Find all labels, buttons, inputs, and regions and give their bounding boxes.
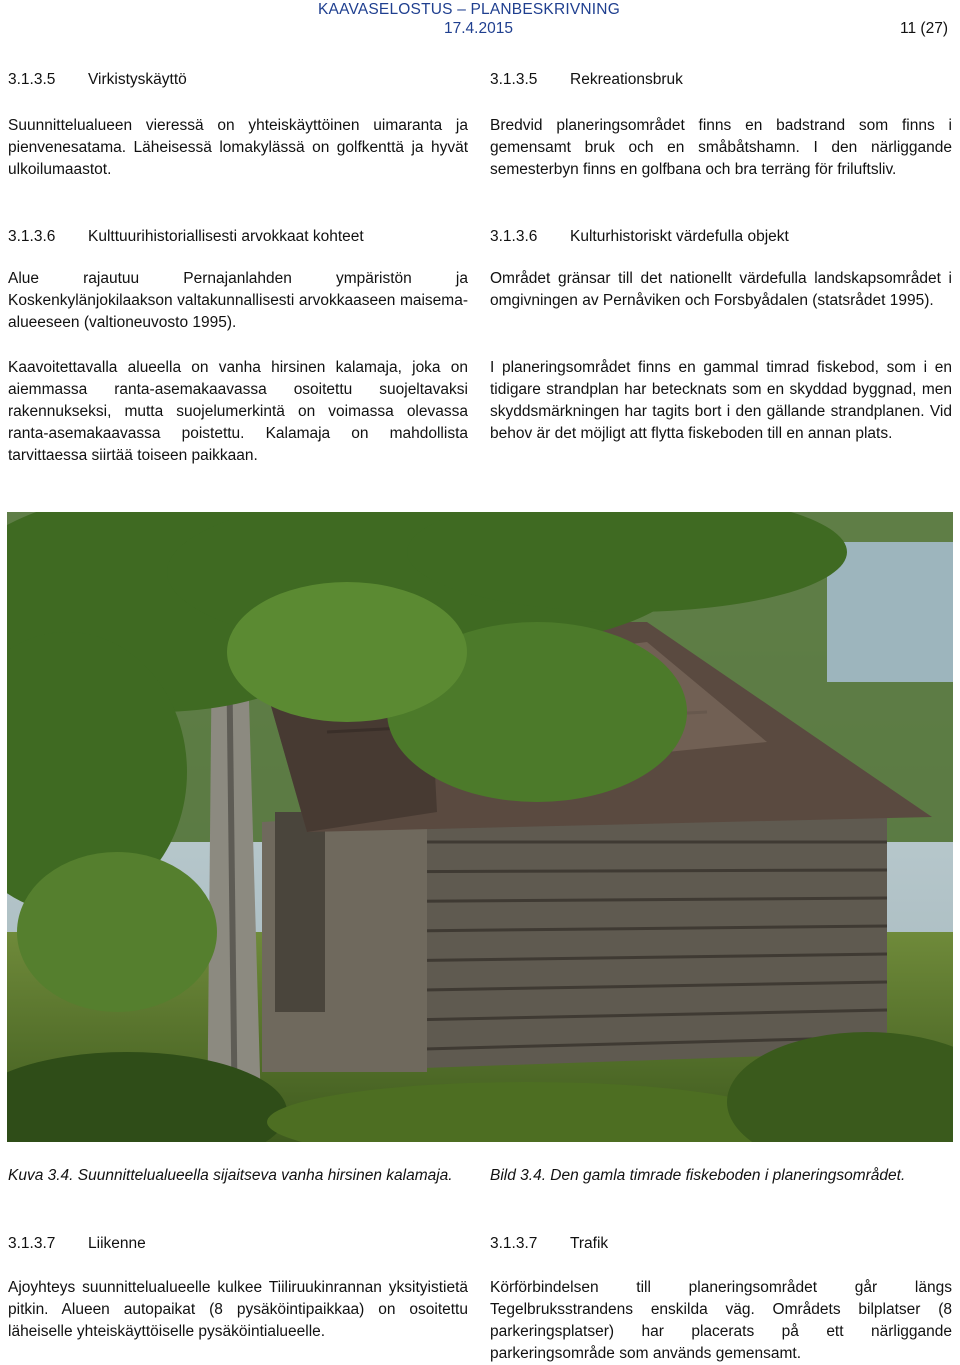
heading-virkistyskaytto: [8, 69, 187, 91]
paragraph-fiskebod: I planeringsområdet finns en gammal timrad fiskebod, som i en tidigare strandplan har betecknats som en skyddad byggnad, men skyddsmärkningen har tagits bort i den gällande strandplanen. Vid behov är det möjligt att flytta fiskeboden till en annan plats.: [490, 359, 952, 442]
heading-number: 3.1.3.7: [8, 1235, 56, 1252]
hut-door: [275, 812, 325, 1012]
figure-caption-fi: Kuva 3.4. Suunnittelualueella sijaitseva vanha hirsinen kalamaja.: [8, 1167, 453, 1184]
page-number: 11 (27): [900, 20, 948, 37]
heading-number: 3.1.3.5: [490, 71, 538, 88]
heading-text: Virkistyskäyttö: [88, 71, 187, 88]
heading-kulturhistoriskt: [490, 226, 789, 248]
heading-liikenne: [8, 1233, 146, 1255]
heading-number: 3.1.3.7: [490, 1235, 538, 1252]
heading-text: Trafik: [570, 1235, 609, 1252]
heading-text: Rekreationsbruk: [570, 71, 683, 88]
document-title: KAAVASELOSTUS – PLANBESKRIVNING: [318, 1, 620, 18]
heading-text: Kulttuurihistoriallisesti arvokkaat kohteet: [88, 228, 364, 245]
heading-trafik: [490, 1233, 608, 1255]
heading-number: 3.1.3.6: [8, 228, 56, 245]
heading-number: 3.1.3.5: [8, 71, 56, 88]
heading-kulttuurihistoria: [8, 226, 364, 248]
heading-rekreationsbruk: [490, 69, 683, 91]
heading-text: Liikenne: [88, 1235, 146, 1252]
paragraph-virkistyskaytto: Suunnittelualueen vieressä on yhteiskäyttöinen uimaranta ja pienvenesatama. Läheisessä lomakylässä on golfkenttä ja hyvät ulkoilumaastot.: [8, 117, 468, 178]
paragraph-maisema-alue: Alue rajautuu Pernajanlahden ympäristön ja Koskenkylänjokilaakson valtakunnallisesti arvokkaaseen maisema-alueeseen (valtioneuvosto 1995).: [8, 270, 468, 331]
heading-text: Kulturhistoriskt värdefulla objekt: [570, 228, 789, 245]
lake-glimpse: [827, 542, 953, 682]
paragraph-rekreationsbruk: Bredvid planeringsområdet finns en badstrand som finns i gemensamt bruk och en småbåtshamn. I den närliggande semesterbyn finns en golfbana och bra terräng för friluftsliv.: [490, 117, 952, 178]
document-date: 17.4.2015: [444, 20, 513, 37]
paragraph-landskapsomrade: Området gränsar till det nationellt värdefulla landskapsområdet i omgivningen av Pernåviken och Forsbyådalen (statsrådet 1995).: [490, 270, 952, 309]
paragraph-liikenne: Ajoyhteys suunnittelualueelle kulkee Tiiliruukinrannan yksityistietä pitkin. Alueen autopaikat (8 pysäköintipaikkaa) on osoitettu läheiselle yhteiskäyttöiselle pysäköintialueelle.: [8, 1279, 468, 1340]
paragraph-kalamaja: Kaavoitettavalla alueella on vanha hirsinen kalamaja, joka on aiemmassa ranta-asemakaavassa osoitettu suojeltavaksi rakennukseksi, mutta suojelumerkintä on voimassa olevassa ranta-asemakaavassa poistettu. Kalamaja on mahdollista tarvittaessa siirtää toiseen paikkaan.: [8, 359, 468, 464]
paragraph-trafik: Körförbindelsen till planeringsområdet går längs Tegelbruksstrandens enskilda väg. Områdets bilplatser (8 parkeringsplatser) har placerats på ett närliggande parkeringsområde som används gemensamt.: [490, 1279, 952, 1362]
figure-caption-sv: Bild 3.4. Den gamla timrade fiskeboden i planeringsområdet.: [490, 1167, 906, 1184]
page-header: [0, 0, 960, 44]
photo-illustration: [7, 512, 953, 1142]
heading-number: 3.1.3.6: [490, 228, 538, 245]
photo-fishing-hut: [7, 512, 953, 1142]
